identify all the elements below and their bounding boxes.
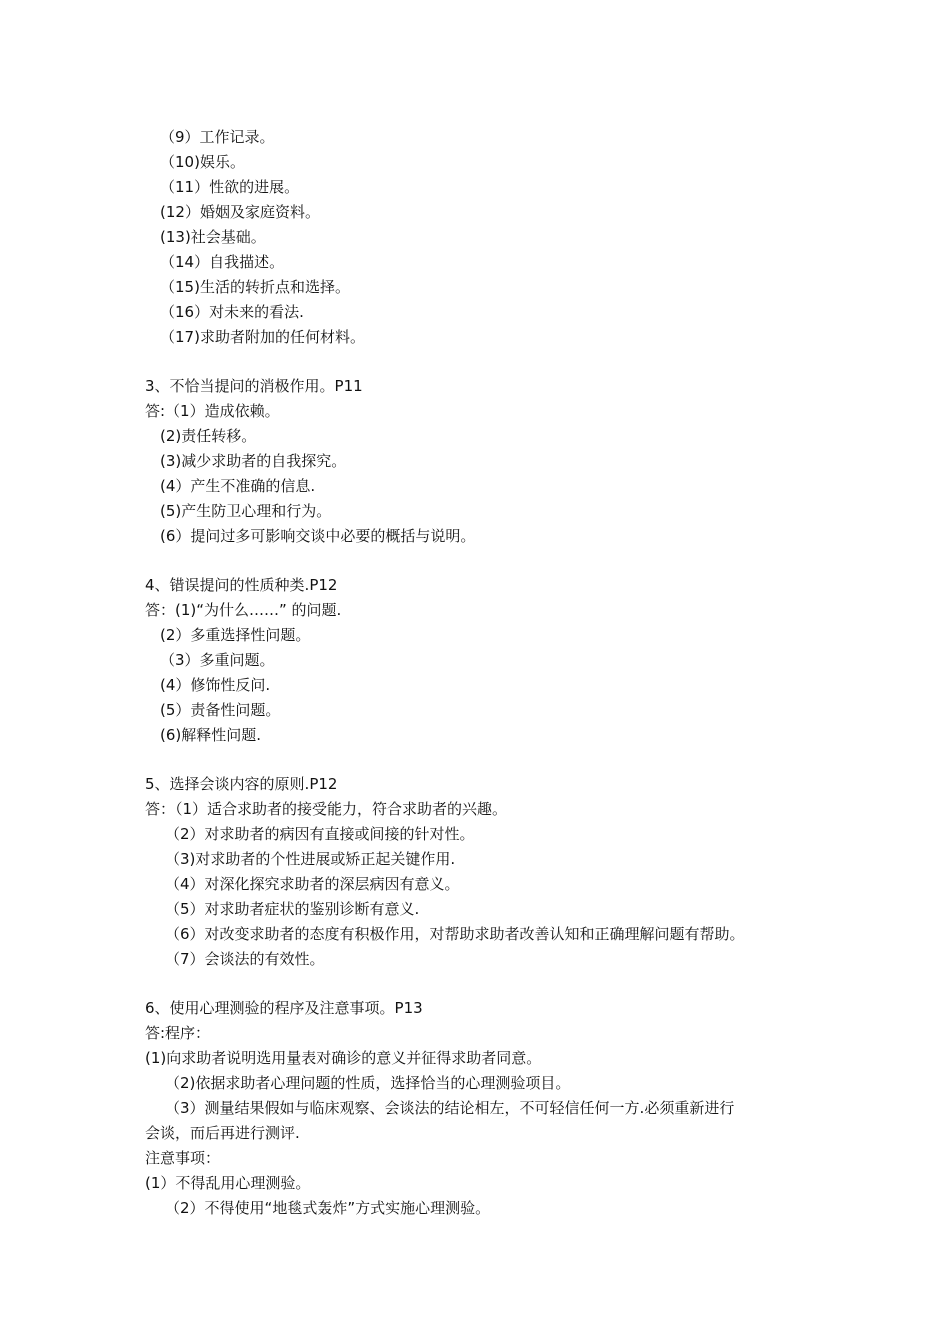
section-6-title: 6、使用心理测验的程序及注意事项。P13: [145, 999, 423, 1017]
list-item: （9）工作记录。: [160, 128, 275, 146]
answer-line: （3）测量结果假如与临床观察、会谈法的结论相左，不可轻信任何一方.必须重新进行: [165, 1099, 735, 1117]
answer-line: 注意事项：: [145, 1149, 221, 1167]
section-4-title: 4、错误提问的性质种类.P12: [145, 576, 338, 594]
answer-line: （2）不得使用“地毯式轰炸”方式实施心理测验。: [165, 1199, 491, 1217]
answer-line: （6）对改变求助者的态度有积极作用，对帮助求助者改善认知和正确理解问题有帮助。: [165, 925, 745, 943]
answer-line: 答：（1）适合求助者的接受能力，符合求助者的兴趣。: [145, 800, 508, 818]
answer-line: (6)解释性问题.: [160, 726, 262, 744]
answer-line: 答:程序：: [145, 1024, 211, 1042]
answer-line: （7）会谈法的有效性。: [165, 950, 325, 968]
list-item: （14）自我描述。: [160, 253, 285, 271]
list-item: (12）婚姻及家庭资料。: [160, 203, 320, 221]
answer-line: 答:（1）造成依赖。: [145, 402, 280, 420]
answer-line: (4）产生不准确的信息.: [160, 477, 316, 495]
list-item: （10)娱乐。: [160, 153, 245, 171]
list-item: （11）性欲的进展。: [160, 178, 300, 196]
answer-line: （5）对求助者症状的鉴别诊断有意义.: [165, 900, 420, 918]
section-5-title: 5、选择会谈内容的原则.P12: [145, 775, 338, 793]
answer-line: （3)对求助者的个性进展或矫正起关键作用.: [165, 850, 456, 868]
answer-line: （2)依据求助者心理问题的性质，选择恰当的心理测验项目。: [165, 1074, 571, 1092]
answer-line: (2)责任转移。: [160, 427, 257, 445]
list-item: （15)生活的转折点和选择。: [160, 278, 350, 296]
answer-line: (6）提问过多可影响交谈中必要的概括与说明。: [160, 527, 476, 545]
answer-line: 会谈，而后再进行测评.: [145, 1124, 300, 1142]
answer-line: 答：(1)“为什么……” 的问题.: [145, 601, 342, 619]
answer-line: (5)产生防卫心理和行为。: [160, 502, 332, 520]
answer-line: (3)减少求助者的自我探究。: [160, 452, 347, 470]
answer-line: (5）责备性问题。: [160, 701, 281, 719]
answer-line: （2）对求助者的病因有直接或间接的针对性。: [165, 825, 475, 843]
answer-line: （3）多重问题。: [160, 651, 275, 669]
list-item: (13)社会基础。: [160, 228, 266, 246]
list-item: （16）对未来的看法.: [160, 303, 304, 321]
answer-line: (1）不得乱用心理测验。: [145, 1174, 311, 1192]
answer-line: (2）多重选择性问题。: [160, 626, 311, 644]
answer-line: (1)向求助者说明选用量表对确诊的意义并征得求助者同意。: [145, 1049, 542, 1067]
section-3-title: 3、不恰当提问的消极作用。P11: [145, 377, 363, 395]
answer-line: （4）对深化探究求助者的深层病因有意义。: [165, 875, 460, 893]
answer-line: (4）修饰性反问.: [160, 676, 271, 694]
list-item: （17)求助者附加的任何材料。: [160, 328, 365, 346]
